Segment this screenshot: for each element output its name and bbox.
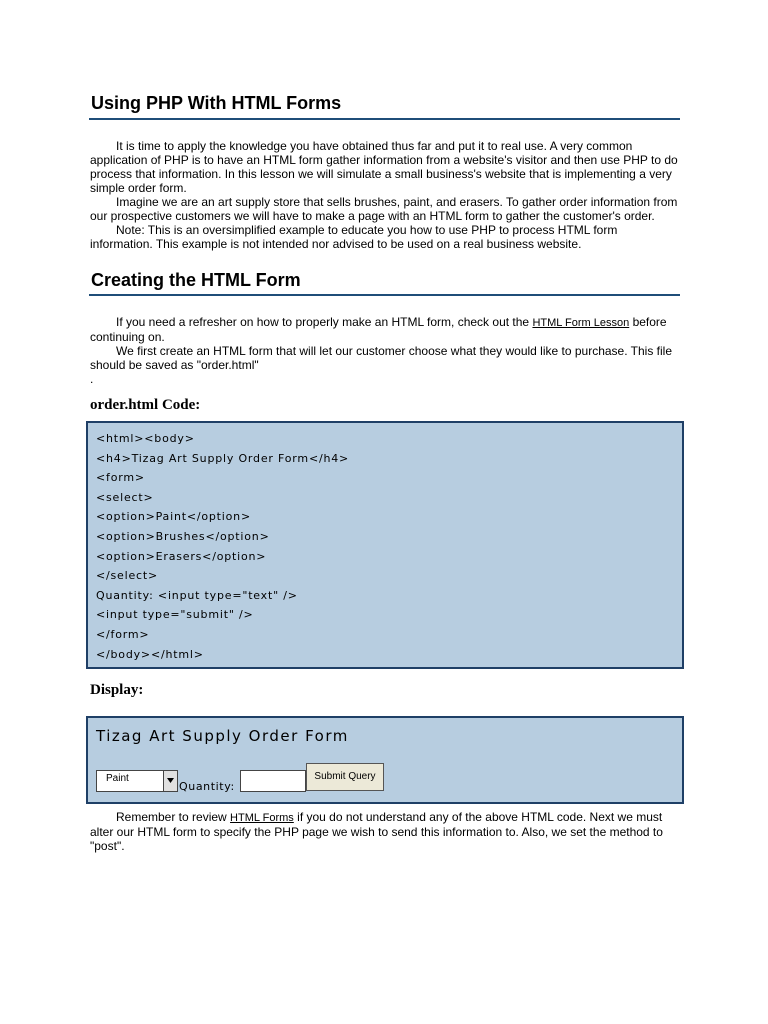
code-line: Quantity: <input type="text" />: [96, 588, 298, 602]
submit-query-button[interactable]: Submit Query: [306, 763, 384, 791]
order-form-title: Tizag Art Supply Order Form: [96, 727, 349, 745]
refresher-text-end: before continuing on.: [90, 315, 667, 344]
product-select[interactable]: [96, 770, 178, 792]
closing-text: [90, 810, 680, 853]
code-line: <form>: [96, 471, 145, 485]
section-title: Creating the HTML Form: [91, 270, 301, 290]
code-block: [96, 429, 349, 664]
code-line: <h4>Tizag Art Supply Order Form</h4>: [96, 451, 350, 465]
code-box: [86, 421, 684, 669]
dropdown-arrow-icon[interactable]: [163, 771, 177, 791]
code-line: <html><body>: [96, 432, 195, 445]
html-form-lesson-link[interactable]: HTML Form Lesson: [532, 317, 630, 329]
section-rule: [89, 294, 680, 296]
intro-text: [90, 139, 680, 251]
page-title: Using PHP With HTML Forms: [91, 93, 342, 113]
intro-paragraph-1: It is time to apply the knowledge you have obtained thus far and put it to real use. A very common application of PHP is to have an HTML form gather information from a website's visitor and then use PHP to do process that information. In this lesson we will simulate a small business's website that is implementing a very simple order form.: [90, 139, 678, 195]
heading-rule: [89, 118, 680, 120]
code-line: <select>: [96, 490, 154, 504]
intro-paragraph-3: Note: This is an oversimplified example to educate you how to use PHP to process HTML form information. This example is not intended nor advised to be used on a real business website.: [90, 223, 618, 251]
stray-dot: .: [90, 372, 94, 386]
code-line: </body></html>: [96, 647, 204, 661]
code-line: </form>: [96, 627, 150, 641]
refresher-paragraph: [90, 315, 680, 344]
code-line: </select>: [96, 569, 159, 583]
closing-text-start: Remember to review: [116, 810, 231, 824]
create-form-paragraph: We first create an HTML form that will let our customer choose what they would like to purchase. This file should be saved as "order.html": [90, 344, 673, 372]
code-line: <input type="submit" />: [96, 608, 254, 622]
quantity-input[interactable]: [240, 770, 306, 792]
html-forms-link[interactable]: HTML Forms: [230, 812, 294, 824]
closing-text-end: if you do not understand any of the above HTML code. Next we must alter our HTML form to specify the PHP page we wish to send this information to. Also, we set the method to "post".: [90, 810, 663, 853]
quantity-label: Quantity:: [179, 780, 235, 793]
product-select-value: Paint: [106, 773, 129, 784]
code-label: order.html Code:: [90, 397, 201, 413]
display-label: Display:: [90, 682, 144, 698]
intro-paragraph-2: Imagine we are an art supply store that sells brushes, paint, and erasers. To gather order information from our prospective customers we will have to make a page with an HTML form to gather the customer's order.: [90, 195, 678, 223]
closing-paragraph: [90, 810, 680, 853]
code-line: <option>Erasers</option>: [96, 549, 267, 563]
code-line: <option>Paint</option>: [96, 510, 251, 524]
display-box: [86, 716, 684, 804]
section-text: [90, 315, 680, 386]
refresher-text-start: If you need a refresher on how to properly make an HTML form, check out the: [116, 315, 533, 329]
code-line: <option>Brushes</option>: [96, 529, 270, 543]
